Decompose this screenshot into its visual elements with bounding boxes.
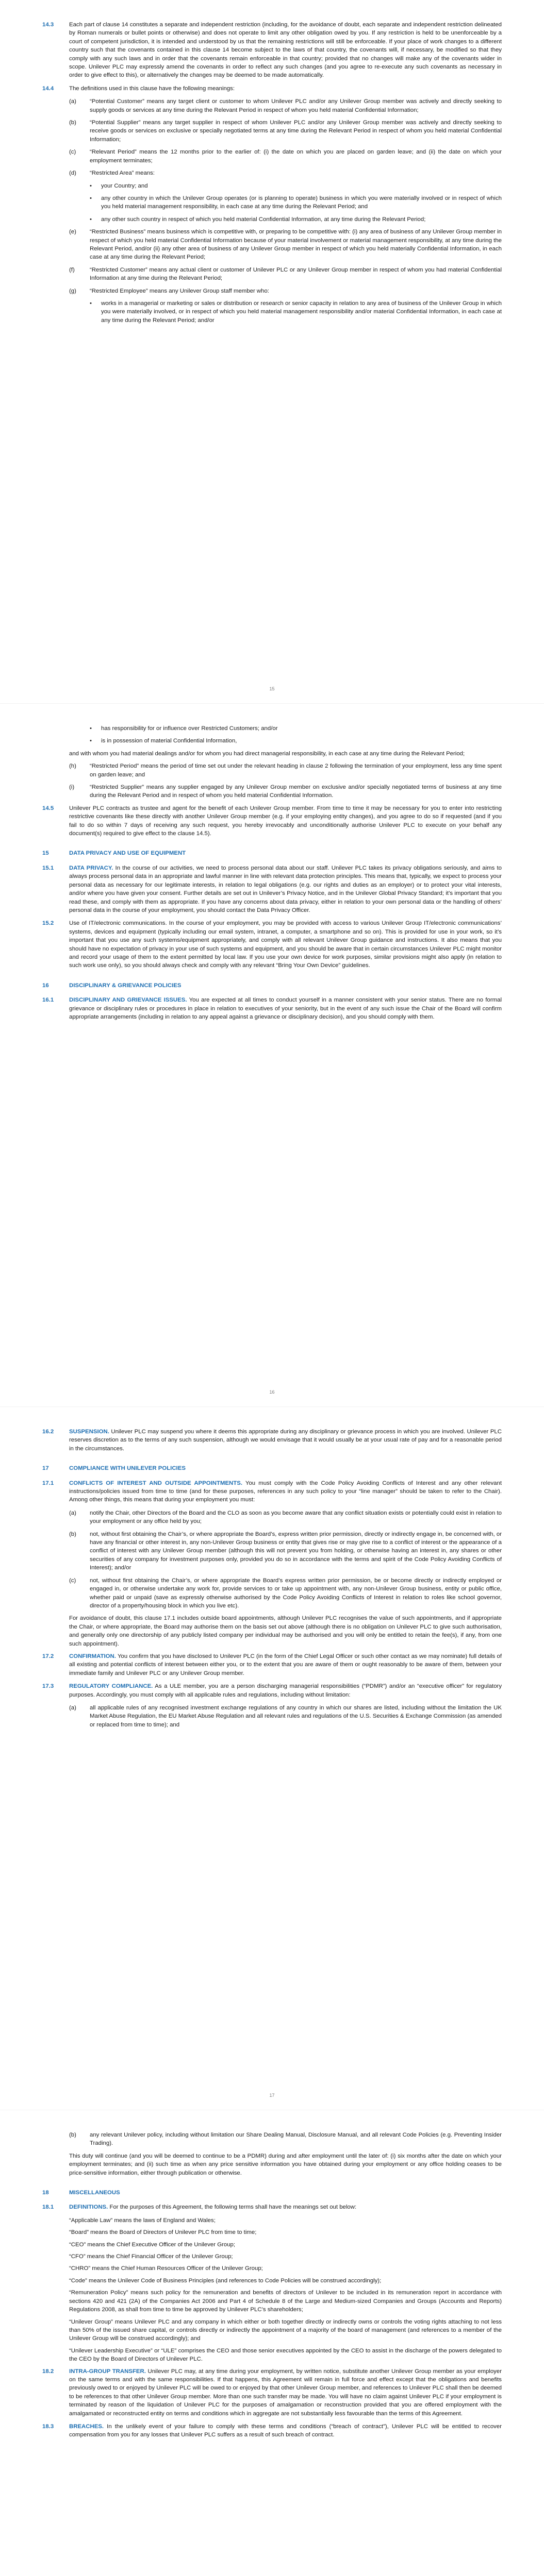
definition: “CFO” means the Chief Financial Officer of the Unilever Group; — [69, 2253, 233, 2260]
clause-text: In the unlikely event of your failure to comply with these terms and conditions (“breach of contract”), Unilever PLC will be entitled to recover compensation from you for any losses that Unilever PLC suffers as a result of such breach of contract. — [69, 2423, 502, 2438]
list-item — [69, 2131, 502, 2148]
item-text: “Restricted Area” means: — [90, 170, 155, 177]
clause-number: 17.2 — [42, 1653, 54, 1659]
list-item — [69, 762, 502, 779]
clause-text: Unilever PLC may suspend you where it deems this appropriate during any disciplinary or grievance process in which you are involved. Unilever PLC reserves discretion as to the terms of any such suspension, although we would envisage that it would usually be at your usual rate of pay and for a reasonable period in the circumstances. — [69, 1429, 502, 1452]
clause-heading: INTRA-GROUP TRANSFER. — [69, 2368, 146, 2375]
bullet-text: has responsibility for or influence over Restricted Customers; and/or — [101, 725, 278, 732]
definition: “Unilever Group” means Unilever PLC and any company in which either or both together directly or indirectly owns or controls the voting rights attaching to not less than 50% of the issued share capital, or controls directly or indirectly the appointment of a majority of the board of management (and references to a member of the Unilever Group will be construed accordingly); and — [69, 2318, 502, 2342]
clause — [42, 2203, 502, 2211]
clause — [42, 1682, 502, 1699]
section-heading — [42, 2189, 502, 2197]
item-label: (c) — [69, 1577, 76, 1584]
list-item — [69, 1509, 502, 1526]
clause — [42, 996, 502, 1021]
bullet-icon: • — [90, 738, 92, 744]
item-label: (d) — [69, 170, 76, 177]
list-item — [69, 228, 502, 262]
document-page — [0, 1406, 544, 2110]
clause-number: 16.1 — [42, 997, 54, 1004]
clause-heading: BREACHES. — [69, 2423, 104, 2430]
section-title: DATA PRIVACY AND USE OF EQUIPMENT — [69, 850, 186, 857]
bullet-item — [90, 299, 502, 325]
paragraph: This duty will continue (and you will be deemed to continue to be a PDMR) during and after employment until the later of: (i) six months after the date on which your employment terminates; and (ii) such time as when any price sensitive information you have obtained during your employment or any office holding ceases to be price-sensitive information, either through publication or otherwise. — [69, 2153, 502, 2176]
item-label: (b) — [69, 2132, 76, 2138]
item-label: (b) — [69, 120, 76, 126]
list-item — [69, 1577, 502, 1611]
bullet-text: any other such country in respect of which you held material Confidential Information, at any time during the Relevant Period; — [101, 216, 426, 223]
clause-text: Each part of clause 14 constitutes a separate and independent restriction (including, for the avoidance of doubt, each separate and independent restriction delineated by Roman numerals or bullet points or otherwise) and does not operate to limit any other obligation owed by you. If any restriction is held to be unenforceable by a court of competent jurisdiction, it is intended and understood by us that the remaining restrictions will still be enforceable. If your place of work changes to a different country such that the covenants contained in this clause 14 become subject to the laws of that country, the covenants will, if necessary, be modified so that they comply with any such laws and in order that the covenants remain enforceable in that country; provided that no changes will make any of the covenants wider in scope. Unilever PLC may expressly amend the covenants in order to reflect any such changes (and you agree to re-execute any such covenants as necessary in order to give effect to this), or alternatively the changes may be deemed to be made automatically. — [69, 22, 502, 79]
clause-text: You are expected at all times to conduct yourself in a manner consistent with your senior status. There are no formal grievance or disciplinary rules or procedures in place in relation to executives of your seniority, but in the event of any such issue the Chair of the Board will confirm appropriate arrangements (including in relation to any appeal against a grievance or disciplinary decision), and you should comply with them. — [69, 997, 502, 1020]
list-item — [69, 169, 502, 177]
clause — [42, 2422, 502, 2439]
clause-number: 14.3 — [42, 22, 54, 28]
section-number: 18 — [42, 2190, 49, 2196]
clause-heading: DATA PRIVACY. — [69, 865, 113, 871]
section-number: 17 — [42, 1465, 49, 1472]
page-number: 17 — [269, 2092, 275, 2098]
list-item — [69, 1530, 502, 1572]
document-page — [0, 0, 544, 703]
item-text: “Restricted Period” means the period of time set out under the relevant heading in clause 2 following the termination of your employment, less any time spent on garden leave; and — [90, 763, 502, 778]
item-label: (b) — [69, 1531, 76, 1537]
list-item — [69, 783, 502, 800]
item-text: “Restricted Business” means business which is competitive with, or preparing to be competitive with: (i) any area of business of any Unilever Group member in respect of which you held material Confidential Information because of your material involvement or material management responsibility, at any time during the Relevant Period, and/or (ii) any other area of business of any Unilever Group member in respect of which you held materially Confidential Information, in each case at any time during the Relevant Period; — [90, 229, 502, 261]
section-number: 15 — [42, 850, 49, 857]
clause-text: For the purposes of this Agreement, the following terms shall have the meanings set out below: — [109, 2204, 357, 2211]
clause-heading: CONFIRMATION. — [69, 1653, 116, 1659]
section-heading — [42, 849, 502, 857]
paragraph: For avoidance of doubt, this clause 17.1 includes outside board appointments, although Unilever PLC recognises the value of such appointments, and if appropriate the Chair, or where appropriate, the Board may authorise them on the basis set out above (although there is no obligation on Unilever PLC to give such authorisation, and generally only one directorship of any publicly listed company per individual may be authorised and you will only be entitled to retain the fee(s), if any, from one such appointment). — [69, 1615, 502, 1647]
item-label: (a) — [69, 98, 76, 105]
definition: “Remuneration Policy” means such policy for the remuneration and benefits of directors of Unilever to be included in its remuneration report in accordance with sections 420 and 421 (2A) of the Companies Act 2006 and Part 4 of Schedule 8 of the Large and Medium-sized Companies and Groups (Accounts and Reports) Regulations 2008, as shall from time to time be approved by Unilever PLC’s shareholders; — [69, 2290, 502, 2313]
definition: “Code” means the Unilever Code of Business Principles (and references to Code Policies will be construed accordingly); — [69, 2277, 382, 2284]
section-title: DISCIPLINARY & GRIEVANCE POLICIES — [69, 982, 182, 989]
clause-heading: SUSPENSION. — [69, 1429, 109, 1435]
clause-heading: DISCIPLINARY AND GRIEVANCE ISSUES. — [69, 997, 187, 1004]
page-number: 15 — [269, 686, 275, 691]
clause-number: 18.3 — [42, 2423, 54, 2430]
section-heading — [42, 1464, 502, 1472]
clause-number: 14.5 — [42, 805, 54, 811]
bullet-icon: • — [90, 216, 92, 223]
clause-text: As a ULE member, you are a person discharging managerial responsibilities (“PDMR”) and/or an “executive officer” for regulatory purposes. Accordingly, you must comply with all applicable rules and regulations, including without limitation: — [69, 1683, 502, 1698]
item-text: notify the Chair, other Directors of the Board and the CLO as soon as you become aware that any conflict situation exists or potentially could exist in relation to your employment or any office held by you; — [90, 1510, 502, 1525]
list-item — [69, 287, 502, 295]
list-item — [69, 266, 502, 283]
bullet-item — [90, 724, 502, 733]
clause-number: 17.3 — [42, 1683, 54, 1690]
clause-text: In the course of our activities, we need to process personal data about our staff. Unilever PLC takes its privacy obligations seriously, and aims to always process personal data in an appropriate and lawful manner in line with relevant data protection principles. This means that, typically, we expect to process your personal data as necessary for our legitimate interests, in relation to legal obligations (e.g. our rights and duties as an employer) or to protect your vital interests, and/or where you have given your consent. Further details are set out in Unilever’s Privacy Notice, and in the Unilever Global Privacy Standard; it’s important that you read these, and comply with them as appropriate. If you have any concerns about data privacy, either in relation to your own personal data or the handling of others’ personal data in the course of your employment, you should contact the Data Privacy Officer. — [69, 865, 502, 913]
bullet-icon: • — [90, 182, 92, 189]
definition: “CEO” means the Chief Executive Officer of the Unilever Group; — [69, 2241, 236, 2248]
list-item — [69, 148, 502, 165]
clause — [42, 864, 502, 914]
bullet-item — [90, 194, 502, 211]
list-item — [69, 1704, 502, 1729]
bullet-item — [90, 215, 502, 224]
clause-text: Unilever PLC contracts as trustee and agent for the benefit of each Unilever Group member. From time to time it may be necessary for you to enter into restricting restrictive covenants like these directly with another Unilever Group member (e.g. if your employing entity changes), and you agree to do so if requested (and if you fail to do so within 7 days of receiving any such request, you hereby irrevocably and unconditionally authorise Unilever PLC to execute on your behalf any document(s) required to give effect to the clause 14.5). — [69, 805, 502, 837]
item-label: (f) — [69, 266, 75, 273]
clause — [42, 1652, 502, 1677]
section-title: COMPLIANCE WITH UNILEVER POLICIES — [69, 1465, 186, 1472]
clause-number: 15.2 — [42, 920, 54, 927]
clause-heading: DEFINITIONS. — [69, 2204, 108, 2211]
clause-number: 14.4 — [42, 85, 54, 92]
clause — [42, 919, 502, 970]
definition: “Board” means the Board of Directors of Unilever PLC from time to time; — [69, 2229, 257, 2236]
bullet-item — [90, 182, 502, 190]
definition: “Applicable Law” means the laws of England and Wales; — [69, 2217, 216, 2224]
clause-text: You must comply with the Code Policy Avoiding Conflicts of Interest and any other relevant instructions/policies issued from time to time (and for these purposes, references in any such policy to your “line manager” should be taken to refer to the Chair). Among other things, this means that during your employment you must: — [69, 1480, 502, 1503]
clause — [42, 1428, 502, 1453]
clause-heading: CONFLICTS OF INTEREST AND OUTSIDE APPOINTMENTS. — [69, 1480, 242, 1486]
bullet-text: any other country in which the Unilever Group operates (or is planning to operate) business in which you were materially involved or in respect of which you held material management responsibility, in each case at any time during the Relevant Period; and — [101, 195, 502, 210]
clause-number: 18.1 — [42, 2204, 54, 2211]
clause-number: 17.1 — [42, 1480, 54, 1486]
bullet-text: works in a managerial or marketing or sales or distribution or research or senior capacity in relation to any area of business of the Unilever Group in which you were materially involved, or in respect of which you held material management responsibility and/or material Confidential Information, in each case at any time during the Relevant Period; and/or — [101, 300, 502, 324]
item-text: not, without first obtaining the Chair’s, or where appropriate the Board’s express written prior permission, be or become directly or indirectly employed or engaged in, or otherwise undertake any work for, provide services to or take up appointment with, any non-Unilever Group business, entity or public office, whether paid or unpaid (save as expressly otherwise authorised by the Code Policy Avoiding Conflicts of Interest in relation to roles like school governor, director of a property/housing block in which you live etc). — [90, 1577, 502, 1609]
page-number: 16 — [269, 1389, 275, 1395]
bullet-text: is in possession of material Confidential Information, — [101, 738, 237, 744]
item-text: “Restricted Supplier” means any supplier engaged by any Unilever Group member on exclusive and/or specially negotiated terms of business at any time during the Relevant Period and in respect of whom you held material Confidential Information. — [90, 784, 502, 799]
clause-text: Use of IT/electronic communications. In the course of your employment, you may be provided with access to various Unilever Group IT/electronic communications’ systems, devices and equipment (typically including our email system, intranet, a computer, a smartphone and so on). This is provided for use in your work, so it’s important that you use any such systems/equipment appropriately, and comply with all relevant Unilever Group guidance and instructions. It also means that you should have no expectation of privacy in your use of such systems and equipment, and you should be aware that in certain circumstances Unilever PLC might monitor and record your usage of them to the extent permitted by local law. If you use your own device for work purposes, similar provisions might also apply (in relation to such work use only), so you should always check and comply with any relevant “Bring Your Own Device” guidelines. — [69, 920, 502, 969]
item-text: “Relevant Period” means the 12 months prior to the earlier of: (i) the date on which you are placed on garden leave; and (ii) the date on which your employment terminates; — [90, 149, 502, 164]
item-label: (a) — [69, 1704, 76, 1711]
clause-text: Unilever PLC may, at any time during your employment, by written notice, substitute another Unilever Group member as your employer on the same terms and with the same responsibilities. If that happens, this Agreement will remain in full force and effect except that the obligations and benefits previously owed to or enjoyed by Unilever PLC will be owed to or enjoyed by that other Unilever Group member, and references to Unilever PLC shall then be deemed to be references to that other Unilever Group member. More than one such transfer may be made. You will have no claim against Unilever PLC if your employment is terminated by reason of the liquidation of Unilever PLC for the purposes of amalgamation or reconstruction provided that you are offered employment with the amalgamated or reconstructed entity on terms and conditions which in aggregate are not substantially less favourable than the terms of this Agreement. — [69, 2368, 502, 2417]
item-text: “Restricted Employee” means any Unilever Group staff member who: — [90, 287, 269, 294]
clause-number: 16.2 — [42, 1429, 54, 1435]
clause-heading: REGULATORY COMPLIANCE. — [69, 1683, 153, 1690]
item-text: “Potential Supplier” means any target supplier in respect of whom Unilever PLC and/or any Unilever Group member was actively and directly seeking to receive goods or services on exclusive or specially negotiated terms at any time during the Relevant Period in respect of whom you held material Confidential Information; — [90, 120, 502, 143]
clause-number: 15.1 — [42, 865, 54, 871]
item-text: “Restricted Customer” means any actual client or customer of Unilever PLC or any Unilever Group member in respect of whom you had material Confidential Information at any time during the Relevant Period; — [90, 266, 502, 282]
clause-text: The definitions used in this clause have the following meanings: — [69, 85, 235, 92]
bullet-icon: • — [90, 195, 92, 201]
item-label: (h) — [69, 763, 76, 770]
item-text: all applicable rules of any recognised investment exchange regulations of any country in which our shares are listed, including without the limitation the UK Market Abuse Regulation, the EU Market Abuse Regulation and all relevant rules and regulations of the U.S. Securities & Exchange Commission (as amended or replaced from time to time); and — [90, 1704, 502, 1728]
definition: “Unilever Leadership Executive” or “ULE” comprises the CEO and those senior executives appointed by the CEO to assist in the discharge of the powers delegated to the CEO by the Board of Directors of Unilever PLC. — [69, 2347, 502, 2363]
item-label: (c) — [69, 149, 76, 156]
item-label: (i) — [69, 784, 75, 791]
clause-text: You confirm that you have disclosed to Unilever PLC (in the form of the Chief Legal Officer or such other contact as we may nominate) full details of all existing and potential conflicts of interest between either you, or to the extent that you are aware of them or ought reasonably to be aware of them, between your immediate family and Unilever PLC or any Unilever Group member. — [69, 1653, 502, 1676]
section-title: MISCELLANEOUS — [69, 2190, 120, 2196]
list-item — [69, 118, 502, 144]
clause-number: 18.2 — [42, 2368, 54, 2375]
paragraph: and with whom you had material dealings and/or for whom you had direct managerial responsibility, in each case at any time during the Relevant Period; — [69, 750, 465, 757]
clause — [42, 21, 502, 80]
document-page — [0, 2110, 544, 2576]
item-text: not, without first obtaining the Chair’s, or where appropriate the Board’s, express written prior permission, directly or indirectly engage in, be concerned with, or have any financial or other interest in, any non-Unilever Group business or entity that gives rise or may give rise to a conflict of interest or the appearance of a conflict of interest with any Unilever Group member (although this will not prevent you from holding, or otherwise having an interest in, any shares or other securities of any company for investment purposes only, provided you do so in accordance with the terms and spirit of the Code Policy Avoiding Conflicts of Interest); and/or — [90, 1531, 502, 1571]
section-number: 16 — [42, 982, 49, 989]
bullet-item — [90, 737, 502, 745]
item-text: “Potential Customer” means any target client or customer to whom Unilever PLC and/or any Unilever Group member was actively and directly seeking to supply goods or services at any time during the Relevant Period in respect of whom you held material Confidential Information; — [90, 98, 502, 113]
item-text: any relevant Unilever policy, including without limitation our Share Dealing Manual, Disclosure Manual, and all relevant Code Policies (e.g. Preventing Insider Trading). — [90, 2132, 502, 2147]
clause — [42, 2367, 502, 2418]
bullet-icon: • — [90, 725, 92, 732]
clause — [42, 1479, 502, 1504]
bullet-text: your Country; and — [101, 182, 148, 189]
item-label: (a) — [69, 1510, 76, 1516]
section-heading — [42, 981, 502, 990]
bullet-icon: • — [90, 300, 92, 307]
item-label: (g) — [69, 287, 76, 294]
clause — [42, 804, 502, 838]
document-page — [0, 703, 544, 1406]
clause — [42, 84, 502, 93]
definition: “CHRO” means the Chief Human Resources Officer of the Unilever Group; — [69, 2265, 263, 2272]
item-label: (e) — [69, 229, 76, 235]
list-item — [69, 97, 502, 114]
